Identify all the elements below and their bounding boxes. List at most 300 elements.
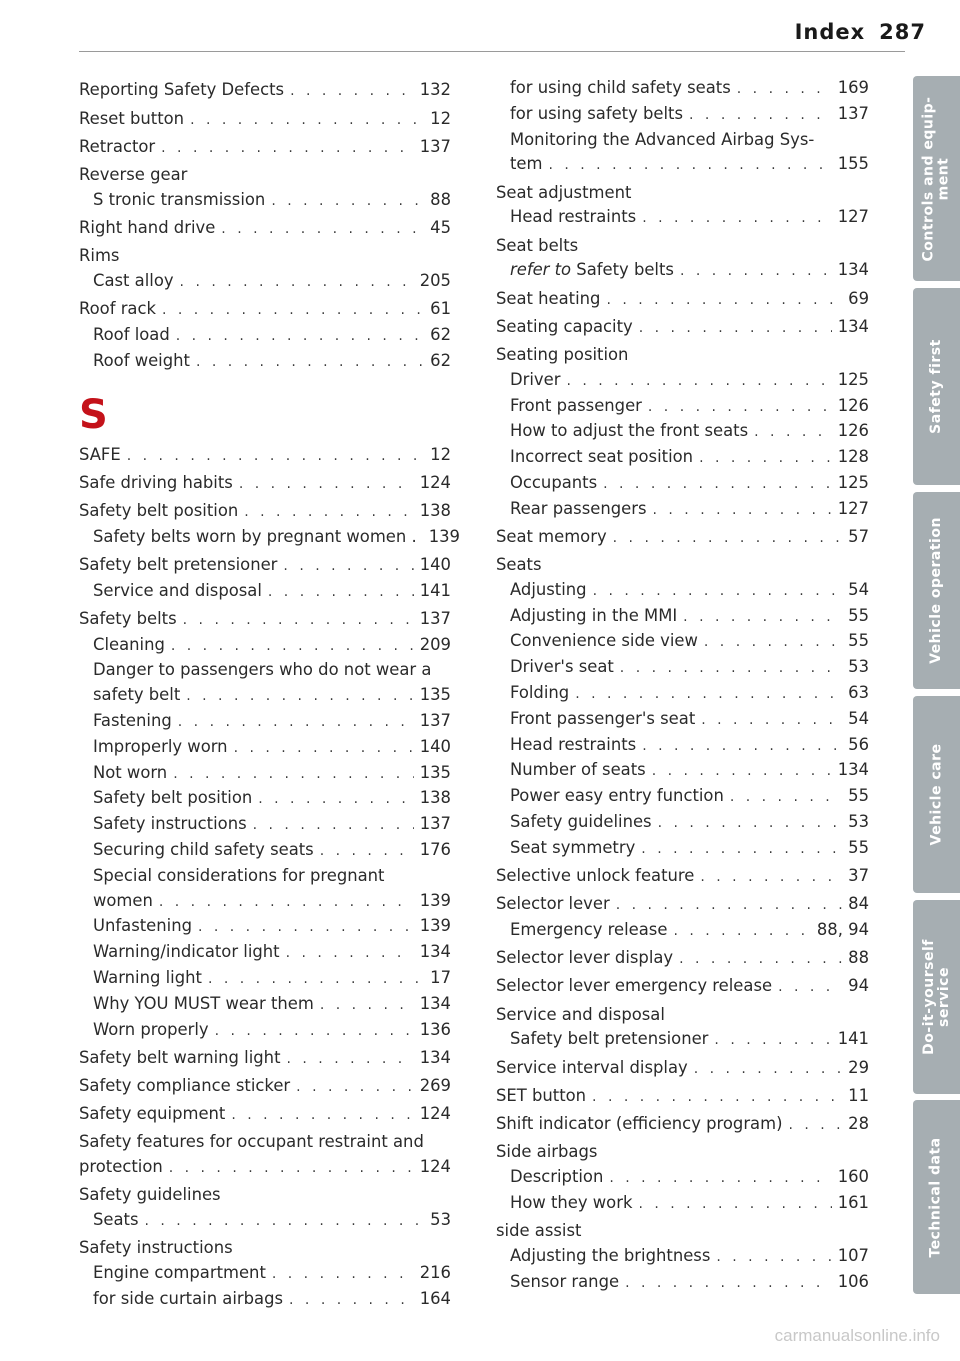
index-subentry bbox=[79, 658, 451, 683]
page-reference[interactable]: 126 bbox=[837, 421, 869, 441]
dot-leader bbox=[171, 634, 414, 659]
page-reference[interactable]: 45 bbox=[430, 217, 451, 237]
entry-term: SET button bbox=[496, 1085, 587, 1105]
entry-term: Seat symmetry bbox=[510, 837, 636, 857]
chapter-tab-label bbox=[922, 939, 952, 1055]
entry-term: Seat belts bbox=[496, 235, 579, 255]
chapter-tab-label-line: Controls and equip- bbox=[920, 95, 937, 262]
entry-term: Safety belts worn by pregnant women . bbox=[93, 526, 417, 546]
entry-term: Fastening bbox=[93, 711, 172, 731]
entry-term: Head restraints bbox=[510, 207, 637, 227]
page-reference[interactable]: 132 bbox=[419, 80, 451, 100]
page-reference[interactable]: 160 bbox=[837, 1166, 869, 1186]
entry-term: SAFE bbox=[79, 444, 121, 464]
index-subentry bbox=[79, 940, 451, 966]
index-entry bbox=[496, 892, 869, 918]
page-reference[interactable]: 135 bbox=[419, 762, 451, 782]
index-subentry bbox=[79, 992, 451, 1018]
index-entry bbox=[496, 181, 869, 206]
index-subentry bbox=[496, 655, 869, 681]
index-subentry bbox=[79, 709, 451, 735]
page-reference[interactable]: 205 bbox=[419, 270, 451, 290]
index-entry bbox=[496, 974, 869, 1000]
chapter-tab-label bbox=[929, 339, 944, 434]
chapter-tab-label bbox=[929, 1137, 944, 1257]
chapter-tab[interactable] bbox=[913, 76, 960, 281]
dot-leader bbox=[283, 554, 413, 579]
index-entry bbox=[496, 1003, 869, 1028]
chapter-tab-label bbox=[929, 744, 944, 846]
index-subentry bbox=[79, 1208, 451, 1234]
entry-term: Power easy entry function bbox=[510, 786, 724, 806]
entry-term: Worn properly bbox=[93, 1019, 209, 1039]
entry-term: Right hand drive bbox=[79, 217, 216, 237]
entry-term: How they work bbox=[510, 1192, 633, 1212]
dot-leader bbox=[648, 395, 832, 420]
dot-leader bbox=[272, 1262, 414, 1287]
page-header bbox=[795, 20, 926, 44]
dot-leader bbox=[253, 813, 414, 838]
page-reference[interactable]: 88 bbox=[430, 189, 451, 209]
dot-leader bbox=[162, 298, 424, 323]
entry-term: Service and disposal bbox=[93, 580, 262, 600]
dot-leader bbox=[737, 77, 832, 102]
dot-leader bbox=[239, 472, 414, 497]
index-entry bbox=[79, 1236, 451, 1261]
page-reference[interactable]: 134 bbox=[419, 942, 451, 962]
entry-term: Selective unlock feature bbox=[496, 866, 695, 886]
chapter-tab[interactable] bbox=[913, 492, 960, 689]
header-rule bbox=[79, 51, 905, 52]
entry-term: Roof load bbox=[93, 324, 170, 344]
entry-term: side assist bbox=[496, 1220, 582, 1240]
dot-leader bbox=[616, 893, 842, 918]
dot-leader bbox=[652, 759, 832, 784]
index-entry bbox=[496, 946, 869, 972]
dot-leader bbox=[716, 1245, 831, 1270]
page-reference[interactable]: 137 bbox=[419, 711, 451, 731]
page-reference[interactable]: 137 bbox=[419, 814, 451, 834]
index-entry bbox=[496, 1140, 869, 1165]
dot-leader bbox=[625, 1271, 832, 1296]
page-reference[interactable]: 106 bbox=[837, 1271, 869, 1291]
entry-term: Seat memory bbox=[496, 526, 607, 546]
dot-leader bbox=[679, 947, 842, 972]
page-reference[interactable]: 126 bbox=[837, 395, 869, 415]
entry-term: Safety guidelines bbox=[79, 1185, 221, 1205]
index-subentry bbox=[496, 76, 869, 102]
dot-leader bbox=[778, 975, 842, 1000]
index-entry bbox=[496, 553, 869, 578]
index-letter-heading: S bbox=[79, 391, 108, 438]
index-subentry bbox=[496, 258, 869, 284]
entry-term: Cast alloy bbox=[93, 270, 174, 290]
page-reference[interactable]: 134 bbox=[419, 993, 451, 1013]
index-subentry bbox=[79, 812, 451, 838]
page-reference[interactable]: 125 bbox=[837, 369, 869, 389]
dot-leader bbox=[180, 270, 414, 295]
entry-term: for using safety belts bbox=[510, 103, 684, 123]
index-column-right bbox=[496, 76, 869, 1295]
page-reference[interactable]: 140 bbox=[419, 736, 451, 756]
entry-term: Safety belt position bbox=[93, 788, 253, 808]
entry-term: Emergency release bbox=[510, 920, 668, 940]
entry-term: safety belt bbox=[93, 685, 181, 705]
index-entry bbox=[79, 216, 451, 242]
entry-term: Convenience side view bbox=[510, 631, 698, 651]
page-reference[interactable]: 134 bbox=[837, 316, 869, 336]
chapter-tab-label-line: Technical data bbox=[928, 1136, 944, 1258]
dot-leader bbox=[673, 919, 810, 944]
page-reference[interactable]: 28 bbox=[848, 1113, 869, 1133]
entry-term: Warning/indicator light bbox=[93, 942, 280, 962]
page-reference[interactable]: 128 bbox=[837, 447, 869, 467]
entry-term: Roof weight bbox=[93, 350, 190, 370]
page-reference[interactable]: 127 bbox=[837, 207, 869, 227]
entry-term-text: Safety belts bbox=[571, 260, 674, 280]
index-subentry bbox=[79, 1261, 451, 1287]
page-reference[interactable]: 37 bbox=[848, 866, 869, 886]
index-subentry bbox=[496, 102, 869, 128]
entry-term: Retractor bbox=[79, 136, 156, 156]
page-reference[interactable]: 125 bbox=[837, 472, 869, 492]
index-entry bbox=[79, 135, 451, 161]
page-reference[interactable]: 135 bbox=[419, 685, 451, 705]
index-column-left bbox=[79, 76, 460, 1313]
entry-term: Seats bbox=[93, 1210, 139, 1230]
watermark: carmanualsonline.info bbox=[774, 1326, 940, 1345]
entry-term: Safety belt pretensioner bbox=[510, 1029, 709, 1049]
entry-term: Adjusting in the MMI bbox=[510, 605, 678, 625]
entry-term: Adjusting the brightness bbox=[510, 1245, 711, 1265]
index-entry bbox=[496, 1084, 869, 1110]
entry-term: Cleaning bbox=[93, 634, 165, 654]
dot-leader bbox=[683, 605, 842, 630]
page-reference[interactable]: 141 bbox=[419, 580, 451, 600]
page-reference[interactable]: 161 bbox=[837, 1192, 869, 1212]
index-entry bbox=[79, 607, 451, 633]
page-reference[interactable]: 139 bbox=[428, 526, 460, 546]
dot-leader bbox=[593, 579, 843, 604]
entry-term: Safety instructions bbox=[93, 814, 247, 834]
index-subentry bbox=[496, 1191, 869, 1217]
dot-leader bbox=[701, 708, 842, 733]
index-entry bbox=[79, 163, 451, 188]
page-reference[interactable]: 54 bbox=[848, 579, 869, 599]
dot-leader bbox=[234, 736, 414, 761]
entry-term: Safety belts bbox=[79, 608, 177, 628]
dot-leader bbox=[127, 444, 424, 469]
page-reference[interactable]: 136 bbox=[419, 1019, 451, 1039]
page-reference[interactable]: 53 bbox=[430, 1210, 451, 1230]
index-subentry bbox=[496, 419, 869, 445]
entry-term: Service interval display bbox=[496, 1057, 688, 1077]
entry-term-prefix: refer to bbox=[510, 260, 572, 280]
page-reference[interactable]: 54 bbox=[848, 708, 869, 728]
index-entry bbox=[79, 1074, 451, 1100]
entry-term: Selector lever display bbox=[496, 948, 674, 968]
dot-leader bbox=[730, 785, 842, 810]
entry-term: Sensor range bbox=[510, 1271, 620, 1291]
index-subentry bbox=[496, 604, 869, 630]
page-reference[interactable]: 176 bbox=[419, 840, 451, 860]
chapter-tab-label-line: Do-it-yourself bbox=[920, 939, 937, 1055]
page-reference[interactable]: 134 bbox=[837, 760, 869, 780]
page-reference[interactable]: 55 bbox=[848, 631, 869, 651]
entry-term: Seat heating bbox=[496, 288, 601, 308]
index-subentry bbox=[496, 1027, 869, 1053]
page-reference[interactable]: 141 bbox=[837, 1029, 869, 1049]
dot-leader bbox=[231, 1103, 413, 1128]
chapter-tab[interactable] bbox=[913, 1100, 960, 1294]
page-reference[interactable]: 138 bbox=[419, 500, 451, 520]
entry-term: S tronic transmission bbox=[93, 189, 266, 209]
entry-term: Shift indicator (efficiency program) bbox=[496, 1113, 783, 1133]
entry-term: Safety features for occupant restraint and bbox=[79, 1132, 424, 1152]
page-reference[interactable]: 17 bbox=[430, 968, 451, 987]
index-subentry bbox=[496, 733, 869, 759]
page-reference[interactable]: 69 bbox=[848, 288, 869, 308]
page-reference[interactable]: 124 bbox=[419, 1104, 451, 1124]
dot-leader bbox=[161, 136, 414, 161]
page-reference[interactable]: 63 bbox=[848, 683, 869, 703]
dot-leader bbox=[244, 500, 413, 525]
index-entry bbox=[79, 297, 451, 323]
dot-leader bbox=[699, 446, 832, 471]
page-reference[interactable]: 84 bbox=[848, 894, 869, 914]
page-reference[interactable]: 11 bbox=[848, 1085, 869, 1105]
index-subentry bbox=[79, 761, 451, 787]
page-reference[interactable]: 155 bbox=[837, 154, 869, 174]
page-reference[interactable]: 88 bbox=[848, 948, 869, 968]
chapter-tab-label-line: Vehicle operation bbox=[928, 517, 945, 664]
entry-term: Occupants bbox=[510, 472, 598, 492]
entry-term: Driver bbox=[510, 369, 561, 389]
index-subentry bbox=[496, 1270, 869, 1296]
entry-term: Rear passengers bbox=[510, 498, 647, 518]
entry-term: Front passenger's seat bbox=[510, 708, 696, 728]
page-reference[interactable]: 134 bbox=[837, 260, 869, 280]
page-reference[interactable]: 127 bbox=[837, 498, 869, 518]
chapter-tab-label-line: service bbox=[935, 967, 952, 1027]
index-subentry bbox=[496, 128, 869, 153]
entry-term: Safety belt warning light bbox=[79, 1047, 281, 1067]
dot-leader bbox=[620, 656, 842, 681]
page-reference[interactable]: 61 bbox=[430, 299, 451, 319]
index-entry bbox=[496, 343, 869, 368]
chapter-tab[interactable] bbox=[913, 696, 960, 893]
dot-leader bbox=[606, 288, 842, 313]
dot-leader bbox=[320, 993, 414, 1018]
index-subentry bbox=[496, 836, 869, 862]
entry-term: for using child safety seats bbox=[510, 78, 731, 97]
index-entry bbox=[79, 553, 451, 579]
page-reference[interactable]: 138 bbox=[419, 788, 451, 808]
dot-leader bbox=[190, 108, 424, 133]
index-subentry bbox=[496, 368, 869, 394]
index-subentry bbox=[79, 349, 451, 375]
dot-leader bbox=[173, 762, 414, 787]
page-reference[interactable]: 94 bbox=[848, 976, 869, 996]
dot-leader bbox=[548, 153, 831, 178]
entry-term: Securing child safety seats bbox=[93, 840, 314, 860]
chapter-tab-label-line: Safety first bbox=[928, 339, 945, 434]
dot-leader bbox=[145, 1209, 425, 1234]
index-entry bbox=[496, 287, 869, 313]
entry-term: for side curtain airbags bbox=[93, 1288, 284, 1308]
entry-term bbox=[510, 258, 674, 283]
index-subentry bbox=[496, 681, 869, 707]
entry-term: Reporting Safety Defects bbox=[79, 80, 285, 100]
dot-leader bbox=[221, 217, 424, 242]
index-entry bbox=[79, 443, 451, 469]
dot-leader bbox=[638, 1192, 831, 1217]
entry-term: Seating position bbox=[496, 344, 629, 364]
index-subentry bbox=[496, 394, 869, 420]
index-entry bbox=[496, 1056, 869, 1082]
entry-term: protection bbox=[79, 1157, 163, 1177]
index-subentry bbox=[496, 152, 869, 178]
dot-leader bbox=[613, 526, 842, 551]
index-entry bbox=[496, 234, 869, 259]
index-entry bbox=[79, 1046, 451, 1072]
index-entry bbox=[496, 315, 869, 341]
page-reference[interactable]: 137 bbox=[837, 103, 869, 123]
index-entry bbox=[496, 1219, 869, 1244]
chapter-tab[interactable] bbox=[913, 900, 960, 1094]
page-reference[interactable]: 29 bbox=[848, 1057, 869, 1077]
page-reference[interactable]: 62 bbox=[430, 350, 451, 370]
dot-leader bbox=[575, 682, 842, 707]
page-reference[interactable]: 53 bbox=[848, 812, 869, 832]
entry-term: Number of seats bbox=[510, 760, 646, 780]
index-subentry bbox=[496, 810, 869, 836]
index-entry bbox=[79, 78, 451, 104]
page-reference[interactable]: 137 bbox=[419, 608, 451, 628]
entry-term: Service and disposal bbox=[496, 1004, 665, 1024]
page-reference[interactable]: 12 bbox=[430, 444, 451, 464]
index-entry bbox=[79, 471, 451, 497]
dot-leader bbox=[642, 206, 832, 231]
page-reference[interactable]: 57 bbox=[848, 526, 869, 546]
index-subentry bbox=[79, 1018, 451, 1044]
section-title: Index bbox=[794, 20, 866, 44]
entry-term: Reverse gear bbox=[79, 164, 188, 184]
dot-leader bbox=[196, 350, 424, 375]
entry-term: tem bbox=[510, 154, 543, 174]
entry-term: Selector lever emergency release bbox=[496, 976, 773, 996]
entry-term: Improperly worn bbox=[93, 736, 228, 756]
index-subentry bbox=[79, 269, 451, 295]
page-reference[interactable]: 55 bbox=[848, 837, 869, 857]
chapter-tab[interactable] bbox=[913, 288, 960, 485]
page-reference[interactable]: 216 bbox=[419, 1263, 451, 1283]
chapter-tab-label bbox=[922, 96, 952, 261]
dot-leader bbox=[176, 324, 424, 349]
page-reference[interactable]: 55 bbox=[848, 605, 869, 625]
index-entry bbox=[496, 864, 869, 890]
index-subentry bbox=[496, 1165, 869, 1191]
dot-leader bbox=[178, 710, 414, 735]
page-reference[interactable]: 124 bbox=[419, 472, 451, 492]
dot-leader bbox=[268, 580, 414, 605]
page-reference[interactable]: 107 bbox=[837, 1245, 869, 1265]
page-reference[interactable]: 88, 94 bbox=[816, 920, 869, 940]
index-subentry bbox=[79, 525, 460, 551]
entry-term: Danger to passengers who do not wear a bbox=[93, 660, 432, 680]
page-reference[interactable]: 56 bbox=[848, 734, 869, 754]
page-reference[interactable]: 134 bbox=[419, 1047, 451, 1067]
index-subentry bbox=[496, 1244, 869, 1270]
entry-term: Seat adjustment bbox=[496, 182, 632, 202]
page-reference[interactable]: 62 bbox=[430, 324, 451, 344]
dot-leader bbox=[700, 865, 842, 890]
dot-leader bbox=[642, 734, 842, 759]
entry-term: women bbox=[93, 890, 153, 910]
page-reference[interactable]: 124 bbox=[419, 1157, 451, 1177]
index-entry bbox=[79, 1183, 451, 1208]
page-reference[interactable]: 209 bbox=[419, 634, 451, 654]
entry-term: Why YOU MUST wear them bbox=[93, 993, 314, 1013]
dot-leader bbox=[592, 1085, 842, 1110]
dot-leader bbox=[641, 837, 842, 862]
dot-leader bbox=[215, 1019, 414, 1044]
dot-leader bbox=[639, 316, 832, 341]
index-entry bbox=[496, 525, 869, 551]
entry-term: Monitoring the Advanced Airbag Sys- bbox=[510, 129, 815, 149]
index-entry bbox=[79, 1155, 451, 1181]
dot-leader bbox=[169, 1156, 414, 1181]
page-reference[interactable]: 164 bbox=[419, 1288, 451, 1308]
index-subentry bbox=[79, 914, 451, 940]
index-subentry bbox=[496, 471, 869, 497]
entry-term: Reset button bbox=[79, 108, 185, 128]
entry-term: Safety equipment bbox=[79, 1104, 226, 1124]
dot-leader bbox=[296, 1075, 414, 1100]
page-reference[interactable]: 140 bbox=[419, 554, 451, 574]
page-reference[interactable]: 139 bbox=[419, 890, 451, 910]
chapter-tab-label bbox=[929, 517, 944, 664]
page-reference[interactable]: 53 bbox=[848, 657, 869, 677]
dot-leader bbox=[289, 1288, 414, 1313]
index-subentry bbox=[496, 918, 869, 944]
index-entry bbox=[79, 1102, 451, 1128]
page-reference[interactable]: 12 bbox=[430, 108, 451, 128]
page-reference[interactable]: 55 bbox=[848, 786, 869, 806]
entry-term: Front passenger bbox=[510, 395, 642, 415]
index-entry bbox=[79, 107, 451, 133]
entry-term: Seating capacity bbox=[496, 316, 633, 336]
index-subentry bbox=[496, 707, 869, 733]
page-reference[interactable]: 269 bbox=[419, 1075, 451, 1095]
dot-leader bbox=[159, 890, 414, 915]
index-entry bbox=[496, 1112, 869, 1138]
entry-term: Folding bbox=[510, 683, 570, 703]
index-subentry bbox=[79, 323, 451, 349]
dot-leader bbox=[754, 420, 832, 445]
page-reference[interactable]: 137 bbox=[419, 136, 451, 156]
index-subentry bbox=[496, 445, 869, 471]
entry-term: Not worn bbox=[93, 762, 168, 782]
entry-term: Safe driving habits bbox=[79, 472, 233, 492]
dot-leader bbox=[286, 941, 414, 966]
index-subentry bbox=[79, 838, 451, 864]
index-subentry bbox=[496, 578, 869, 604]
index-subentry bbox=[79, 188, 451, 214]
page-reference[interactable]: 139 bbox=[419, 916, 451, 936]
entry-term: Unfastening bbox=[93, 916, 192, 936]
page-reference[interactable]: 169 bbox=[837, 78, 869, 97]
